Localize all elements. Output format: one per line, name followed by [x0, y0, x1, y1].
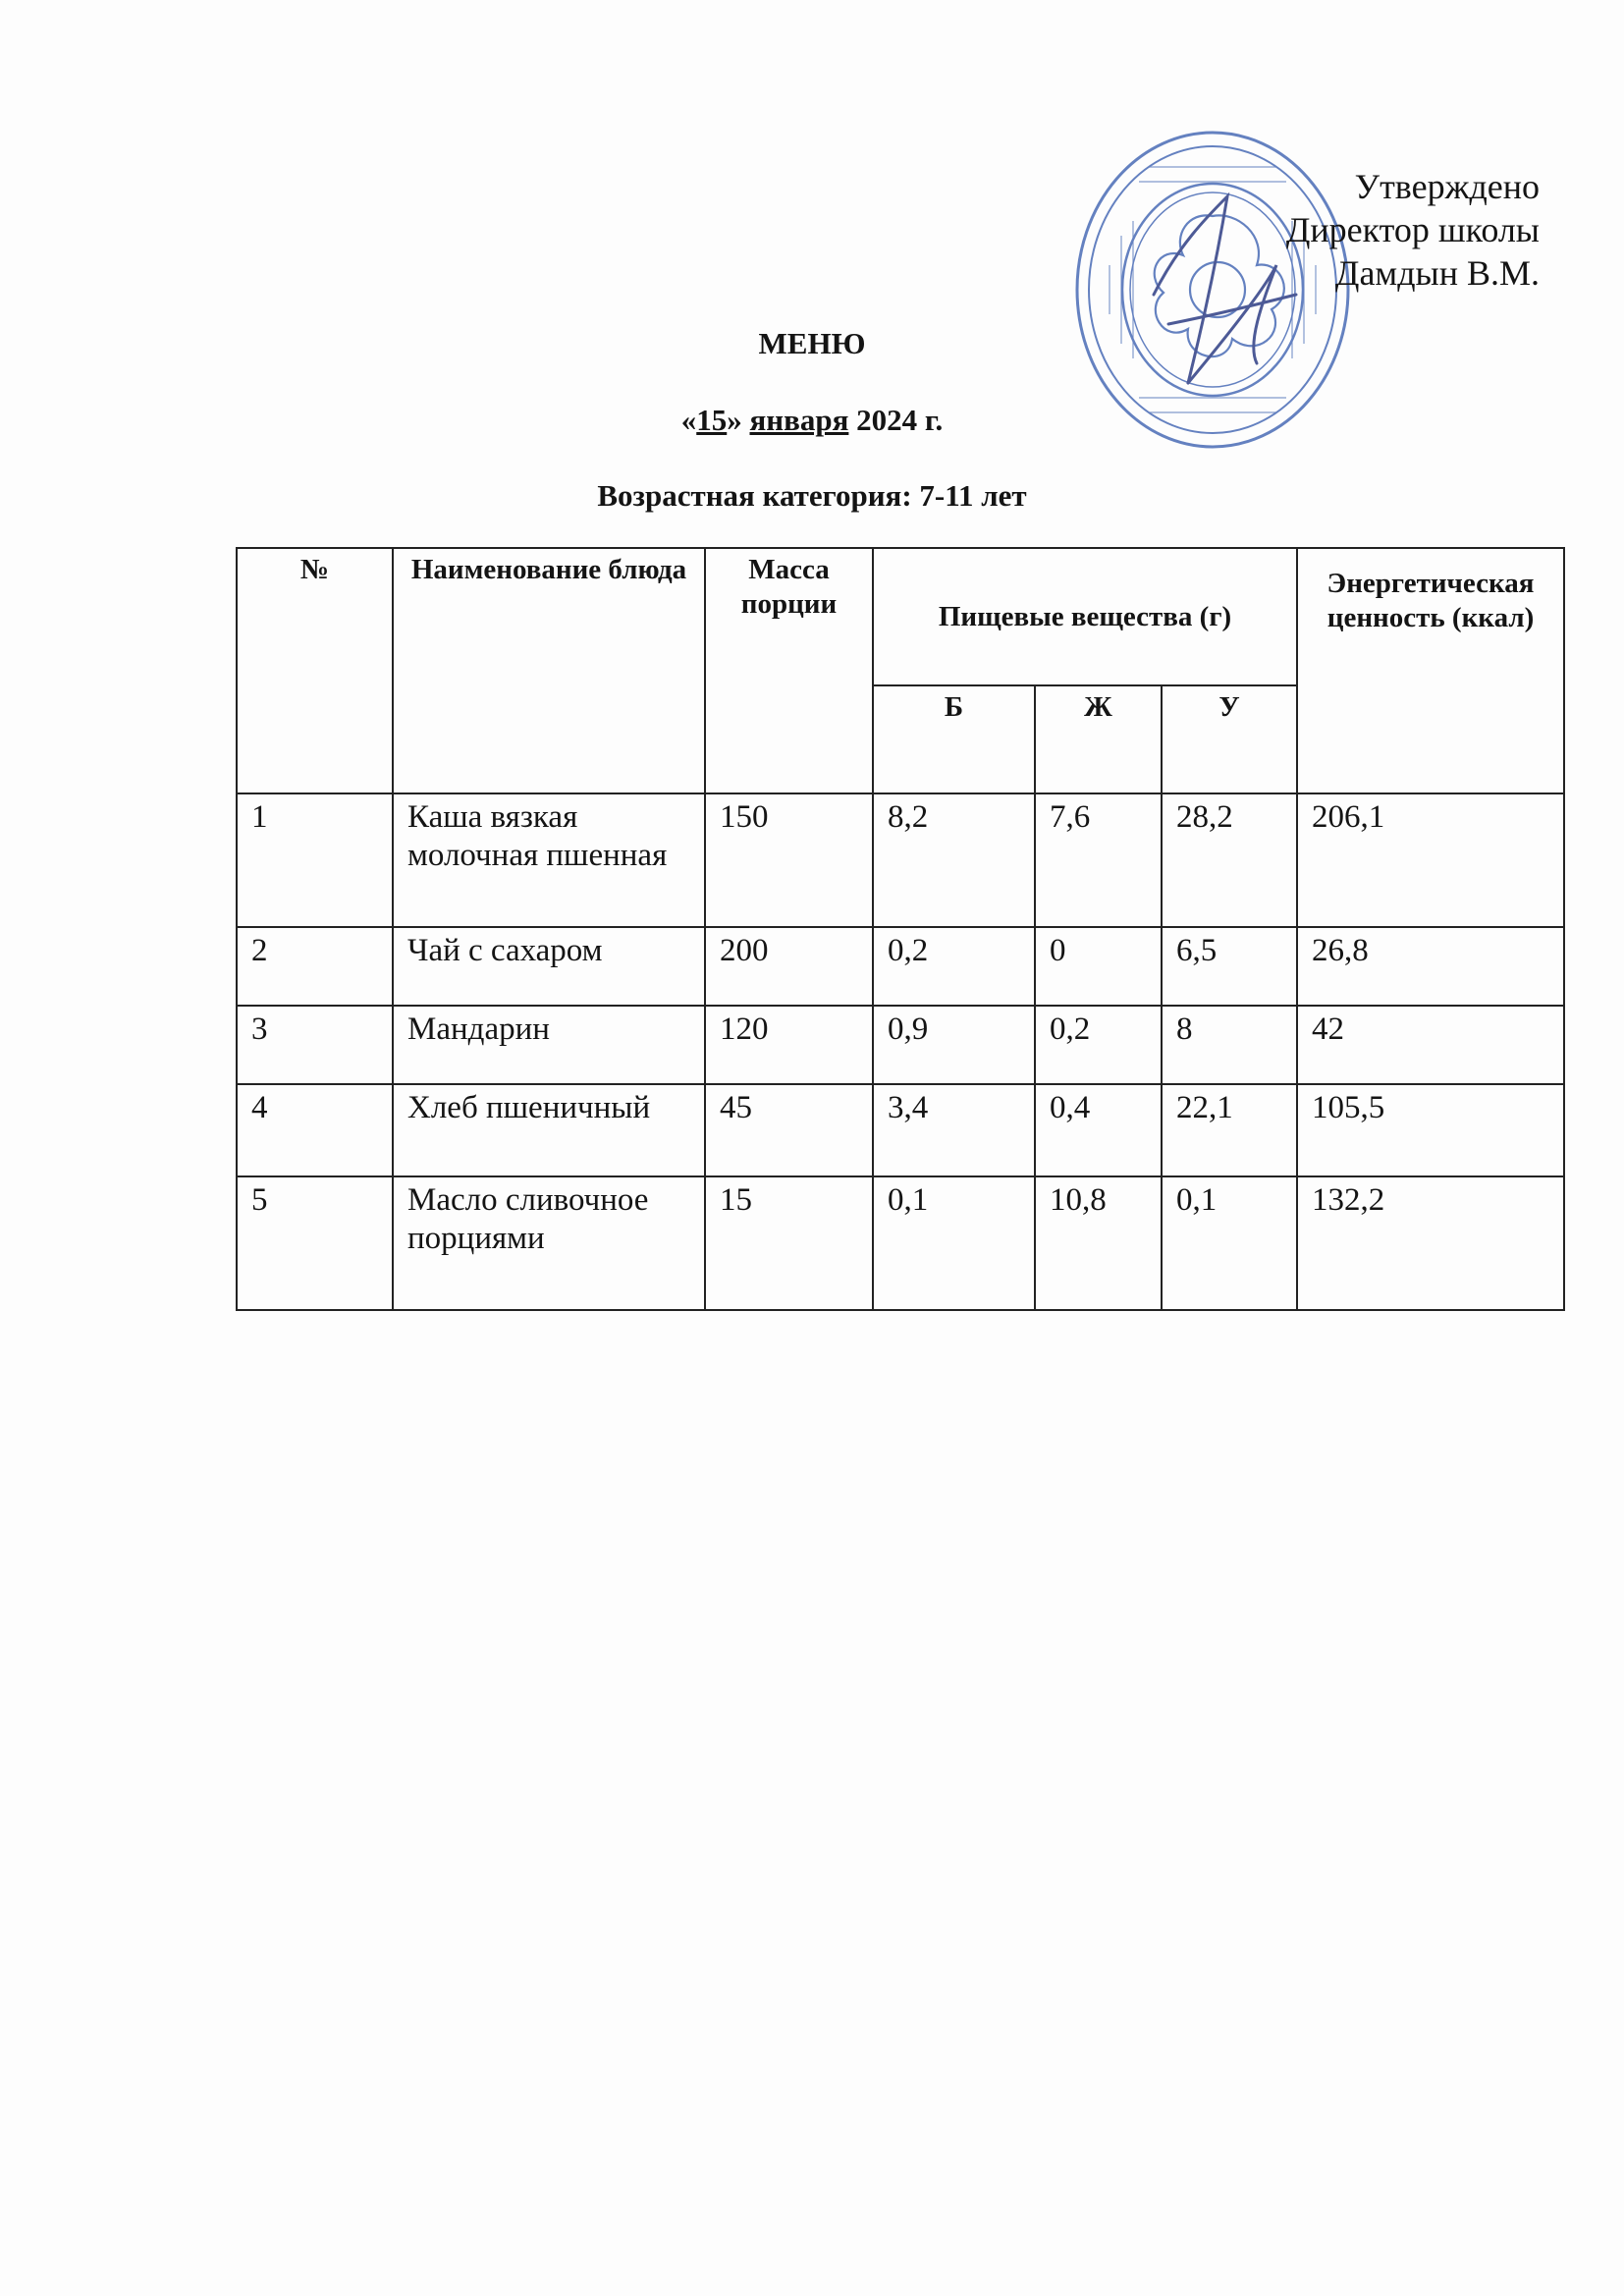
cell-carbs: 22,1: [1162, 1084, 1297, 1176]
cell-mass: 45: [705, 1084, 873, 1176]
table-row: [237, 793, 1564, 927]
cell-carbs: 0,1: [1162, 1176, 1297, 1310]
cell-number: 4: [237, 1084, 393, 1176]
cell-dish-name: Хлеб пшеничный: [393, 1084, 705, 1176]
header-nutrients: Пищевые вещества (г): [873, 548, 1297, 685]
table-row: [237, 1084, 1564, 1176]
cell-carbs: 8: [1162, 1006, 1297, 1084]
cell-dish-name: Мандарин: [393, 1006, 705, 1084]
header-dish-name: Наименование блюда: [393, 548, 705, 793]
cell-fats: 0,4: [1035, 1084, 1162, 1176]
date-open-quote: «: [680, 403, 697, 437]
cell-dish-name: Масло сливочное порциями: [393, 1176, 705, 1310]
cell-number: 3: [237, 1006, 393, 1084]
cell-mass: 120: [705, 1006, 873, 1084]
header-portion-mass: Масса порции: [705, 548, 873, 793]
cell-proteins: 0,1: [873, 1176, 1035, 1310]
cell-mass: 15: [705, 1176, 873, 1310]
cell-proteins: 3,4: [873, 1084, 1035, 1176]
cell-mass: 150: [705, 793, 873, 927]
cell-fats: 0,2: [1035, 1006, 1162, 1084]
cell-proteins: 0,2: [873, 927, 1035, 1006]
approval-label: Утверждено: [1354, 167, 1540, 206]
cell-fats: 10,8: [1035, 1176, 1162, 1310]
cell-dish-name: Каша вязкая молочная пшенная: [393, 793, 705, 927]
menu-date: [0, 403, 1624, 438]
cell-carbs: 28,2: [1162, 793, 1297, 927]
cell-fats: 7,6: [1035, 793, 1162, 927]
table-row: [237, 1176, 1564, 1310]
cell-number: 1: [237, 793, 393, 927]
cell-energy: 132,2: [1297, 1176, 1564, 1310]
page-title: МЕНЮ: [758, 326, 866, 360]
cell-fats: 0: [1035, 927, 1162, 1006]
header-energy: Энергетическая ценность (ккал): [1297, 548, 1564, 793]
table-row: [237, 1006, 1564, 1084]
menu-table: [236, 547, 1565, 1311]
cell-energy: 206,1: [1297, 793, 1564, 927]
cell-energy: 26,8: [1297, 927, 1564, 1006]
header-number: №: [237, 548, 393, 793]
header-fats: Ж: [1035, 685, 1162, 793]
approval-block: [1286, 165, 1540, 295]
approval-signatory: Дамдын В.М.: [1334, 253, 1540, 293]
table-row: [237, 927, 1564, 1006]
date-year: 2024 г.: [856, 403, 944, 437]
date-month: января: [749, 403, 849, 437]
cell-carbs: 6,5: [1162, 927, 1297, 1006]
cell-energy: 105,5: [1297, 1084, 1564, 1176]
table-header-row: [237, 548, 1564, 685]
date-day: 15: [696, 403, 728, 437]
cell-number: 5: [237, 1176, 393, 1310]
cell-energy: 42: [1297, 1006, 1564, 1084]
cell-proteins: 0,9: [873, 1006, 1035, 1084]
approval-position: Директор школы: [1285, 210, 1540, 249]
date-close-quote: »: [727, 403, 742, 437]
header-proteins: Б: [873, 685, 1035, 793]
header-carbs: У: [1162, 685, 1297, 793]
cell-number: 2: [237, 927, 393, 1006]
age-category: Возрастная категория: 7-11 лет: [597, 478, 1027, 513]
cell-proteins: 8,2: [873, 793, 1035, 927]
cell-dish-name: Чай с сахаром: [393, 927, 705, 1006]
cell-mass: 200: [705, 927, 873, 1006]
